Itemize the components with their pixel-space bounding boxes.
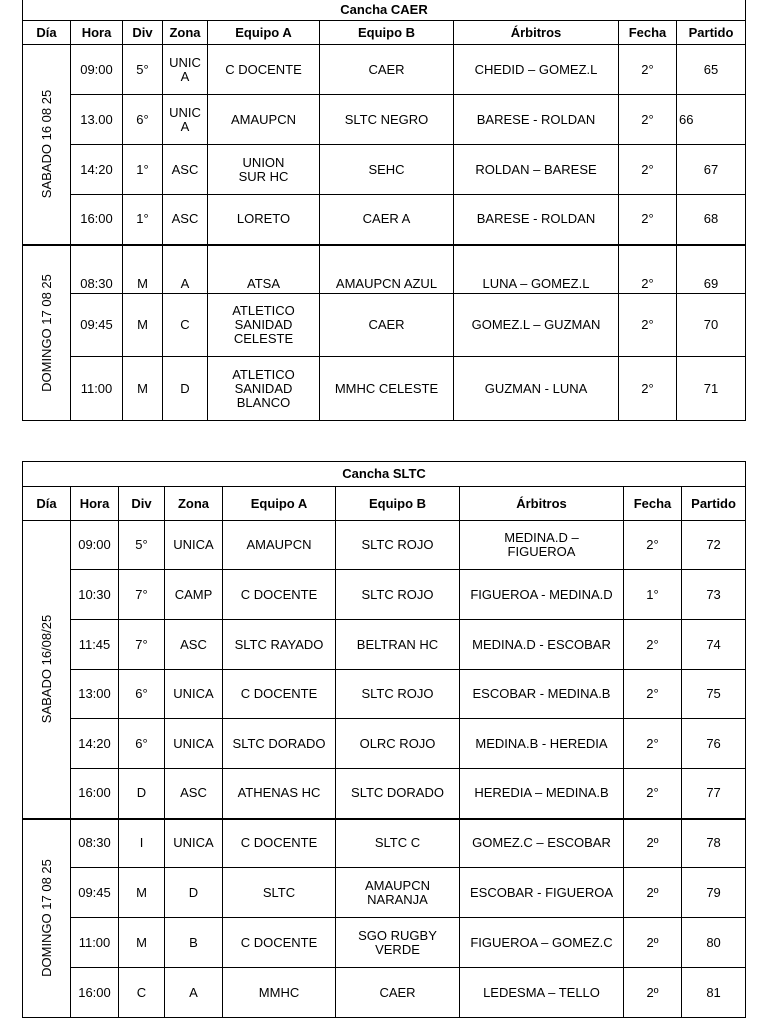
table-row	[23, 868, 746, 918]
arbitros-cell: LEDESMA – TELLO	[460, 968, 624, 1018]
fecha-cell: 2°	[624, 670, 682, 719]
hora-cell: 11:45	[71, 620, 119, 670]
hora-cell: 08:30	[71, 245, 123, 294]
div-cell: 1°	[123, 195, 163, 245]
table-row	[23, 45, 746, 95]
partido-cell: 81	[682, 968, 746, 1018]
hora-cell: 09:45	[71, 868, 119, 918]
fecha-cell: 2°	[624, 521, 682, 570]
header-fecha: Fecha	[624, 487, 682, 521]
hora-cell: 11:00	[71, 918, 119, 968]
equipo-a-cell: SLTC RAYADO	[223, 620, 336, 670]
hora-cell: 08:30	[71, 819, 119, 868]
header-hora: Hora	[71, 487, 119, 521]
zona-cell: UNICA	[165, 670, 223, 719]
table-row	[23, 719, 746, 769]
schedule-table-sltc	[22, 461, 746, 1018]
fecha-cell: 2°	[624, 620, 682, 670]
hora-cell: 09:00	[71, 521, 119, 570]
table-row	[23, 670, 746, 719]
header-dia: Día	[23, 487, 71, 521]
div-cell: 7°	[119, 620, 165, 670]
fecha-cell: 2°	[619, 195, 677, 245]
arbitros-cell: HEREDIA – MEDINA.B	[460, 769, 624, 819]
fecha-cell: 2°	[619, 245, 677, 294]
table-row	[23, 145, 746, 195]
equipo-a-cell: ATLETICO SANIDAD BLANCO	[208, 357, 320, 421]
partido-cell: 75	[682, 670, 746, 719]
zona-cell: A	[163, 245, 208, 294]
equipo-b-cell: CAER A	[320, 195, 454, 245]
equipo-b-cell: SLTC NEGRO	[320, 95, 454, 145]
zona-cell: CAMP	[165, 570, 223, 620]
hora-cell: 14:20	[71, 719, 119, 769]
partido-cell: 69	[677, 245, 746, 294]
partido-cell: 76	[682, 719, 746, 769]
table-row	[23, 357, 746, 421]
header-zona: Zona	[163, 21, 208, 45]
equipo-b-cell: SLTC DORADO	[336, 769, 460, 819]
zona-cell: ASC	[163, 145, 208, 195]
div-cell: M	[119, 868, 165, 918]
day-label: SABADO 16/08/25	[23, 521, 71, 819]
arbitros-cell: GOMEZ.C – ESCOBAR	[460, 819, 624, 868]
table-row	[23, 819, 746, 868]
arbitros-cell: FIGUEROA – GOMEZ.C	[460, 918, 624, 968]
div-cell: 6°	[119, 670, 165, 719]
arbitros-cell: CHEDID – GOMEZ.L	[454, 45, 619, 95]
arbitros-cell: ROLDAN – BARESE	[454, 145, 619, 195]
zona-cell: UNICA	[165, 819, 223, 868]
hora-cell: 16:00	[71, 195, 123, 245]
equipo-b-cell: AMAUPCN NARANJA	[336, 868, 460, 918]
zona-cell: B	[165, 918, 223, 968]
header-fecha: Fecha	[619, 21, 677, 45]
div-cell: 5°	[119, 521, 165, 570]
header-div: Div	[119, 487, 165, 521]
div-cell: M	[123, 294, 163, 357]
equipo-a-cell: ATHENAS HC	[223, 769, 336, 819]
div-cell: D	[119, 769, 165, 819]
fecha-cell: 2º	[624, 868, 682, 918]
equipo-b-cell: CAER	[320, 45, 454, 95]
fecha-cell: 2º	[624, 968, 682, 1018]
div-cell: 6°	[123, 95, 163, 145]
header-zona: Zona	[165, 487, 223, 521]
day-label: DOMINGO 17 08 25	[23, 819, 71, 1018]
partido-cell: 70	[677, 294, 746, 357]
header-equipo-a: Equipo A	[223, 487, 336, 521]
zona-cell: UNICA	[165, 719, 223, 769]
table-row	[23, 918, 746, 968]
hora-cell: 11:00	[71, 357, 123, 421]
equipo-b-cell: SLTC ROJO	[336, 570, 460, 620]
zona-cell: ASC	[163, 195, 208, 245]
equipo-a-cell: AMAUPCN	[223, 521, 336, 570]
header-arbitros: Árbitros	[454, 21, 619, 45]
partido-cell: 78	[682, 819, 746, 868]
zona-cell: UNIC A	[163, 95, 208, 145]
hora-cell: 10:30	[71, 570, 119, 620]
header-equipo-b: Equipo B	[336, 487, 460, 521]
equipo-a-cell: C DOCENTE	[223, 570, 336, 620]
arbitros-cell: ESCOBAR - MEDINA.B	[460, 670, 624, 719]
zona-cell: UNIC A	[163, 45, 208, 95]
partido-cell: 79	[682, 868, 746, 918]
partido-cell: 72	[682, 521, 746, 570]
hora-cell: 14:20	[71, 145, 123, 195]
header-hora: Hora	[71, 21, 123, 45]
partido-cell: 77	[682, 769, 746, 819]
div-cell: 7°	[119, 570, 165, 620]
zona-cell: D	[163, 357, 208, 421]
partido-cell: 68	[677, 195, 746, 245]
table-row	[23, 294, 746, 357]
header-partido: Partido	[682, 487, 746, 521]
arbitros-cell: GOMEZ.L – GUZMAN	[454, 294, 619, 357]
equipo-b-cell: AMAUPCN AZUL	[320, 245, 454, 294]
day-label: SABADO 16 08 25	[23, 45, 71, 245]
equipo-b-cell: OLRC ROJO	[336, 719, 460, 769]
equipo-b-cell: CAER	[320, 294, 454, 357]
div-cell: 5°	[123, 45, 163, 95]
zona-cell: A	[165, 968, 223, 1018]
zona-cell: D	[165, 868, 223, 918]
table-row	[23, 245, 746, 294]
equipo-b-cell: CAER	[336, 968, 460, 1018]
zona-cell: ASC	[165, 620, 223, 670]
partido-cell: 66	[677, 95, 746, 145]
table-row	[23, 95, 746, 145]
table-row	[23, 769, 746, 819]
div-cell: 1°	[123, 145, 163, 195]
fecha-cell: 2°	[619, 357, 677, 421]
equipo-a-cell: AMAUPCN	[208, 95, 320, 145]
equipo-a-cell: ATLETICO SANIDAD CELESTE	[208, 294, 320, 357]
header-div: Div	[123, 21, 163, 45]
schedule-table-caer	[22, 0, 746, 421]
arbitros-cell: FIGUEROA - MEDINA.D	[460, 570, 624, 620]
fecha-cell: 2°	[619, 145, 677, 195]
fecha-cell: 2°	[624, 769, 682, 819]
header-partido: Partido	[677, 21, 746, 45]
equipo-a-cell: C DOCENTE	[223, 819, 336, 868]
fecha-cell: 1°	[624, 570, 682, 620]
equipo-a-cell: MMHC	[223, 968, 336, 1018]
arbitros-cell: BARESE - ROLDAN	[454, 95, 619, 145]
equipo-a-cell: LORETO	[208, 195, 320, 245]
equipo-a-cell: SLTC	[223, 868, 336, 918]
table-row	[23, 968, 746, 1018]
equipo-b-cell: SEHC	[320, 145, 454, 195]
div-cell: C	[119, 968, 165, 1018]
arbitros-cell: MEDINA.D - ESCOBAR	[460, 620, 624, 670]
table-row	[23, 570, 746, 620]
arbitros-cell: MEDINA.B - HEREDIA	[460, 719, 624, 769]
partido-cell: 67	[677, 145, 746, 195]
fecha-cell: 2º	[624, 819, 682, 868]
header-arbitros: Árbitros	[460, 487, 624, 521]
hora-cell: 09:45	[71, 294, 123, 357]
div-cell: M	[123, 245, 163, 294]
div-cell: 6°	[119, 719, 165, 769]
partido-cell: 74	[682, 620, 746, 670]
div-cell: I	[119, 819, 165, 868]
hora-cell: 16:00	[71, 968, 119, 1018]
equipo-b-cell: SLTC ROJO	[336, 670, 460, 719]
court-title: Cancha SLTC	[23, 462, 746, 487]
hora-cell: 13:00	[71, 670, 119, 719]
equipo-a-cell: C DOCENTE	[223, 918, 336, 968]
table-row	[23, 521, 746, 570]
hora-cell: 09:00	[71, 45, 123, 95]
court-title: Cancha CAER	[23, 0, 746, 21]
hora-cell: 16:00	[71, 769, 119, 819]
fecha-cell: 2°	[619, 45, 677, 95]
equipo-a-cell: C DOCENTE	[223, 670, 336, 719]
zona-cell: UNICA	[165, 521, 223, 570]
table-row	[23, 620, 746, 670]
fecha-cell: 2º	[624, 918, 682, 968]
fecha-cell: 2°	[619, 294, 677, 357]
table-row	[23, 195, 746, 245]
zona-cell: C	[163, 294, 208, 357]
div-cell: M	[119, 918, 165, 968]
fecha-cell: 2°	[619, 95, 677, 145]
fecha-cell: 2°	[624, 719, 682, 769]
arbitros-cell: BARESE - ROLDAN	[454, 195, 619, 245]
equipo-b-cell: SLTC C	[336, 819, 460, 868]
arbitros-cell: ESCOBAR - FIGUEROA	[460, 868, 624, 918]
partido-cell: 65	[677, 45, 746, 95]
equipo-a-cell: C DOCENTE	[208, 45, 320, 95]
partido-cell: 71	[677, 357, 746, 421]
zona-cell: ASC	[165, 769, 223, 819]
equipo-a-cell: SLTC DORADO	[223, 719, 336, 769]
header-equipo-b: Equipo B	[320, 21, 454, 45]
arbitros-cell: GUZMAN - LUNA	[454, 357, 619, 421]
hora-cell: 13.00	[71, 95, 123, 145]
arbitros-cell: LUNA – GOMEZ.L	[454, 245, 619, 294]
equipo-b-cell: SLTC ROJO	[336, 521, 460, 570]
equipo-b-cell: BELTRAN HC	[336, 620, 460, 670]
arbitros-cell: MEDINA.D – FIGUEROA	[460, 521, 624, 570]
partido-cell: 80	[682, 918, 746, 968]
header-equipo-a: Equipo A	[208, 21, 320, 45]
equipo-b-cell: SGO RUGBY VERDE	[336, 918, 460, 968]
day-label: DOMINGO 17 08 25	[23, 245, 71, 421]
equipo-b-cell: MMHC CELESTE	[320, 357, 454, 421]
partido-cell: 73	[682, 570, 746, 620]
equipo-a-cell: ATSA	[208, 245, 320, 294]
header-dia: Día	[23, 21, 71, 45]
equipo-a-cell: UNION SUR HC	[208, 145, 320, 195]
div-cell: M	[123, 357, 163, 421]
